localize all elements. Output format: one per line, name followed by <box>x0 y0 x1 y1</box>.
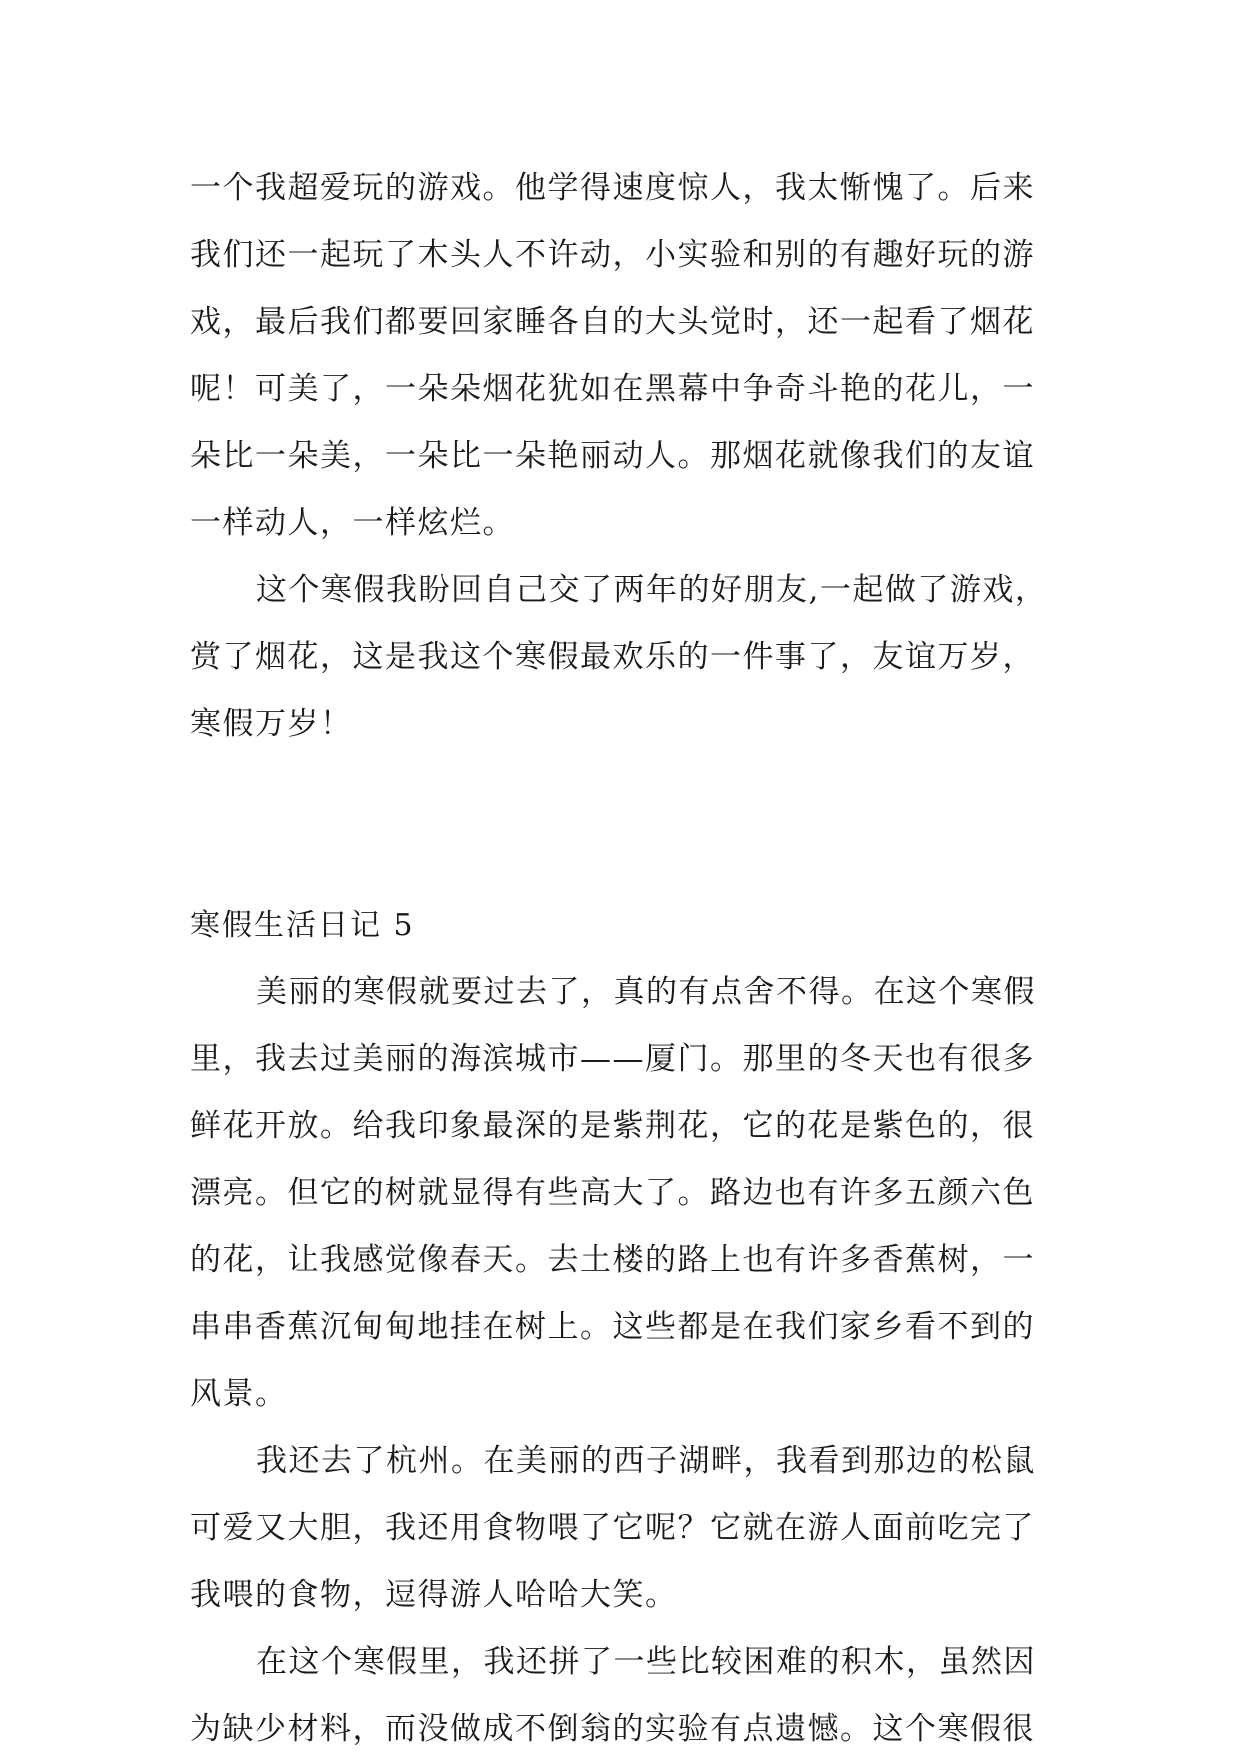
paragraph-4 <box>190 1428 1060 1629</box>
text-line: 我们还一起玩了木头人不许动，小实验和别的有趣好玩的游 <box>190 237 1035 273</box>
text-line: 里，我去过美丽的海滨城市——厦门。那里的冬天也有很多 <box>190 1041 1035 1077</box>
text-line: 我喂的食物，逗得游人哈哈大笑。 <box>190 1577 678 1613</box>
text-line: 鲜花开放。给我印象最深的是紫荆花，它的花是紫色的，很 <box>190 1108 1035 1144</box>
text-line: 可爱又大胆，我还用食物喂了它呢？它就在游人面前吃完了 <box>190 1510 1035 1546</box>
text-line: 串串香蕉沉甸甸地挂在树上。这些都是在我们家乡看不到的 <box>190 1309 1035 1345</box>
text-line: 呢！可美了，一朵朵烟花犹如在黑幕中争奇斗艳的花儿，一 <box>190 371 1035 407</box>
text-line: 赏了烟花，这是我这个寒假最欢乐的一件事了，友谊万岁， <box>190 639 1035 675</box>
text-line: 风景。 <box>190 1376 288 1412</box>
text-line: 为缺少材料，而没做成不倒翁的实验有点遗憾。这个寒假很 <box>190 1711 1035 1747</box>
text-line: 这个寒假我盼回自己交了两年的好朋友,一起做了游戏， <box>256 572 1048 608</box>
paragraph-2 <box>190 557 1060 758</box>
section-gap <box>190 758 1060 892</box>
text-line: 的花，让我感觉像春天。去土楼的路上也有许多香蕉树，一 <box>190 1242 1035 1278</box>
section-title: 寒假生活日记 5 <box>190 908 415 943</box>
text-line: 我还去了杭州。在美丽的西子湖畔，我看到那边的松鼠 <box>256 1443 1036 1479</box>
text-line: 朵比一朵美，一朵比一朵艳丽动人。那烟花就像我们的友谊 <box>190 438 1035 474</box>
paragraph-5 <box>190 1629 1060 1763</box>
text-line: 寒假万岁！ <box>190 706 353 742</box>
text-line: 在这个寒假里，我还拼了一些比较困难的积木，虽然因 <box>256 1644 1036 1680</box>
document-body <box>190 155 1060 1763</box>
text-line: 戏，最后我们都要回家睡各自的大头觉时，还一起看了烟花 <box>190 304 1035 340</box>
paragraph-1 <box>190 155 1060 557</box>
text-line: 一个我超爱玩的游戏。他学得速度惊人，我太惭愧了。后来 <box>190 170 1035 206</box>
text-line: 一样动人，一样炫烂。 <box>190 505 515 541</box>
text-line: 美丽的寒假就要过去了，真的有点舍不得。在这个寒假 <box>256 974 1036 1010</box>
text-line: 漂亮。但它的树就显得有些高大了。路边也有许多五颜六色 <box>190 1175 1035 1211</box>
paragraph-3 <box>190 959 1060 1428</box>
